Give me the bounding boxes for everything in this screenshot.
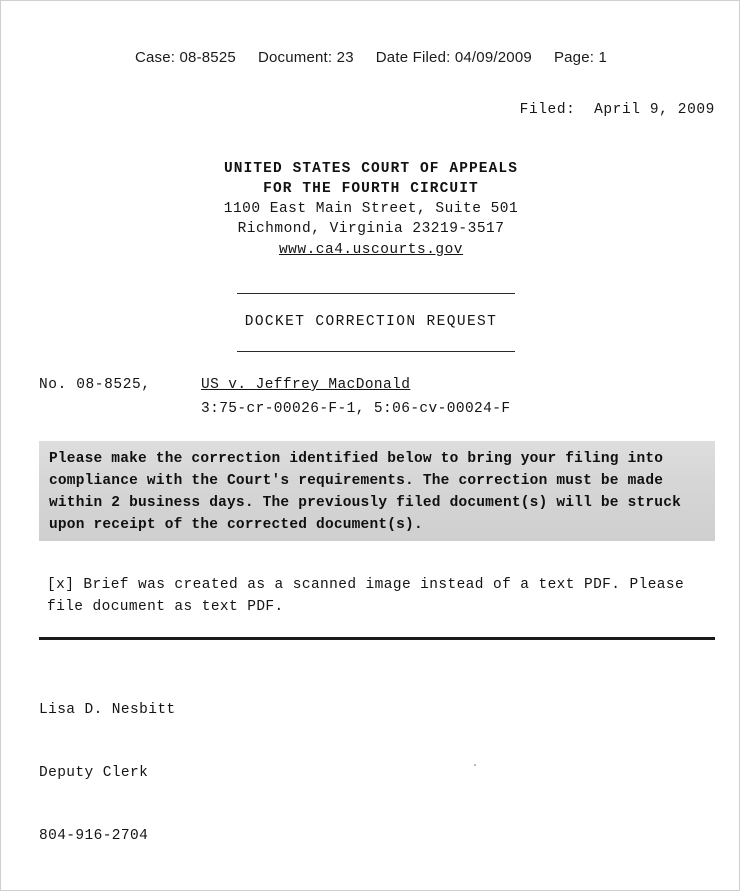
ecf-document-number: Document: 23 (257, 49, 354, 66)
ecf-case-number: Case: 08-8525 (134, 49, 236, 66)
court-name-line-2: FOR THE FOURTH CIRCUIT (263, 181, 479, 197)
ecf-page-number: Page: 1 (553, 49, 608, 66)
court-website-link[interactable]: www.ca4.uscourts.gov (278, 242, 464, 258)
filed-date-line: Filed: April 9, 2009 (519, 102, 715, 118)
ecf-stamp-header (1, 49, 740, 66)
ecf-date-filed: Date Filed: 04/09/2009 (375, 49, 532, 66)
section-divider-rule (39, 637, 715, 640)
case-number-label: No. 08-8525, (39, 377, 151, 393)
case-caption: US v. Jeffrey MacDonald (201, 377, 411, 393)
notice-text: Please make the correction identified below to bring your filing into compliance with the Court's requirements. The correction must be made within 2 business days. The previously filed document(s) will be struck upon receipt of the corrected document(s). (49, 451, 690, 533)
case-docket-numbers: 3:75-cr-00026-F-1, 5:06-cv-00024-F (201, 401, 511, 417)
title-rule-top (237, 293, 515, 294)
title-rule-bottom (237, 351, 515, 352)
clerk-name: Lisa D. Nesbitt (39, 702, 176, 718)
court-address-line-1: 1100 East Main Street, Suite 501 (223, 201, 519, 217)
clerk-title: Deputy Clerk (39, 765, 149, 781)
court-letterhead (1, 159, 740, 260)
court-name-line-1: UNITED STATES COURT OF APPEALS (223, 161, 519, 177)
clerk-phone: 804-916-2704 (39, 828, 149, 844)
document-title: DOCKET CORRECTION REQUEST (244, 314, 498, 330)
scan-speck (474, 764, 476, 766)
signature-block (39, 658, 176, 889)
correction-item-text: [x] Brief was created as a scanned image instead of a text PDF. Please file document as text PDF. (47, 577, 694, 615)
court-address-line-2: Richmond, Virginia 23219-3517 (237, 221, 505, 237)
